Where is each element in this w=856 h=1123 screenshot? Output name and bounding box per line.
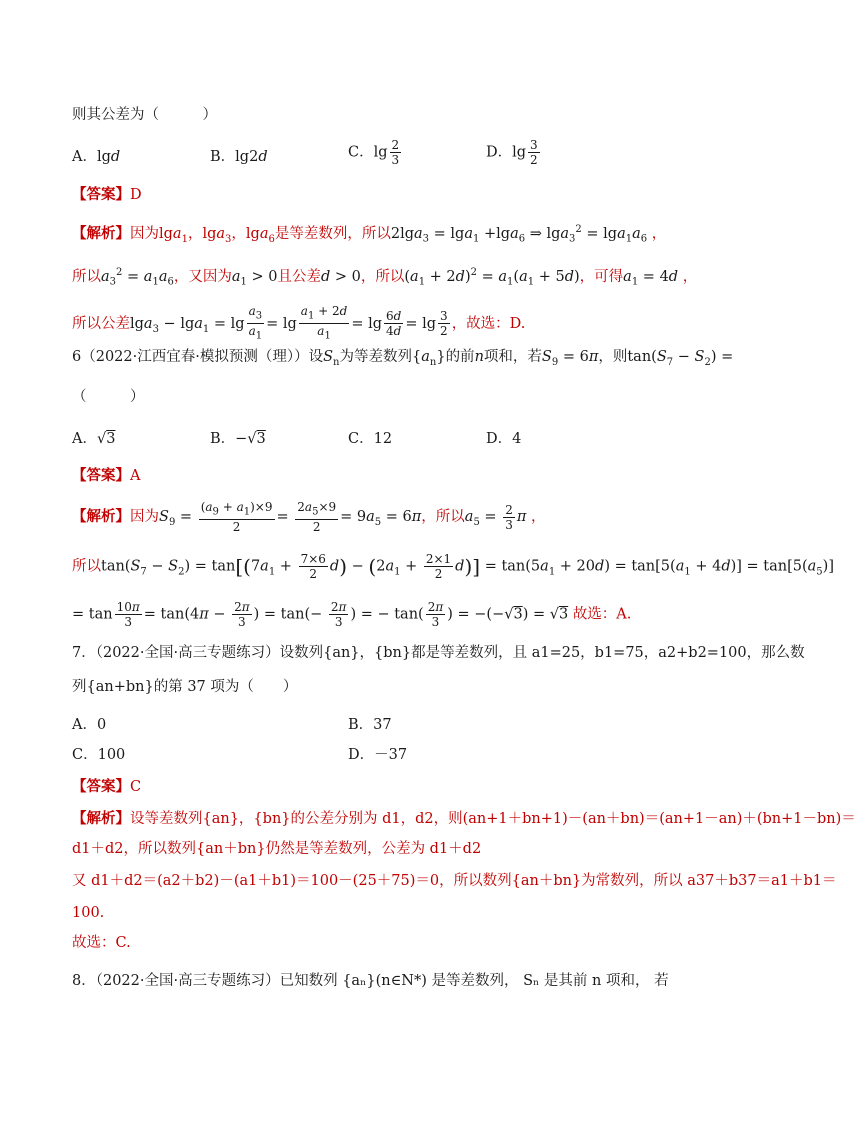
- q6-option-a: A．√3: [72, 431, 116, 447]
- q7-option-a: A．0: [72, 717, 107, 733]
- q8-stem: 8．（2022·全国·高三专题练习）已知数列 {aₙ}(n∈N*) 是等差数列， Sₙ 是其前 n 项和， 若: [72, 973, 669, 989]
- q6-option-d: D．4: [486, 431, 522, 447]
- q5-analysis-line-2: 所以$a_3^2 = a_1a_6$，又因为$a_1 > 0$且公差d > 0，所以$(a_1 + 2d)^2 = a_1(a_1 + 5d)$，可得$a_1 = 4d$ ，: [72, 267, 698, 288]
- q7-analysis-line-5: 故选：C.: [72, 935, 131, 951]
- q5-option-d: D．lg $\frac{3}{2}$: [486, 138, 538, 167]
- q7-stem-line-1: 7．（2022·全国·高三专题练习）设数列{an}，{bn}都是等差数列，且 a1=25，b1=75，a2+b2=100，那么数: [72, 645, 805, 661]
- q7-analysis-line-1: 【解析】设等差数列{an}，{bn}的公差分别为 d1，d2，则(an+1＋bn+1)－(an＋bn)＝(an+1－an)＋(bn+1－bn)＝: [72, 810, 856, 827]
- q7-analysis-line-4: 100.: [72, 905, 105, 921]
- q6-option-b: B．−√3: [210, 431, 266, 447]
- q7-option-c: C．100: [72, 747, 126, 763]
- q6-stem: 6（2022·江西宜春·模拟预测（理））设$S_n$为等差数列$\{a_n\}$的前n项和，若$S_9 = 6\pi$，则$\tan(S_7 - S_2)$ =: [72, 349, 734, 368]
- q6-analysis-line-1: 【解析】因为$S_9$ = $\frac{(a_9 + a_1)\times 9}{2}$ = $\frac{2a_5\times 9}{2}$ = $9a_5 = 6\pi$，所以$a_5$ = $\frac{2}{3}$ π ，: [72, 500, 546, 535]
- q5-option-c: C．lg $\frac{2}{3}$: [348, 138, 400, 167]
- q7-option-b: B．37: [348, 717, 392, 733]
- q5-answer: 【答案】D: [72, 186, 142, 203]
- q6-analysis-line-3: = tan $\frac{10\pi}{3}$ = tan(4π − $\frac{2\pi}{3}$ ) = tan(− $\frac{2\pi}{3}$ ) = − tan( $\frac{2\pi}{3}$ ) = −(−√3) = √3 故选：A.: [72, 600, 632, 629]
- q7-stem-line-2: 列{an+bn}的第 37 项为（ ）: [72, 679, 298, 695]
- q5-analysis-line-3: 所以公差lga$_3$ − lga$_1$ = lg $\frac{a_3}{a_1}$ = lg $\frac{a_1 + 2d}{a_1}$ = lg $\frac{6d}{4d}$ = lg $\frac{3}{2}$ ，故选：D.: [72, 304, 526, 342]
- q5-option-a: A．lgd: [72, 149, 121, 165]
- q5-option-b: B．lg2d: [210, 149, 268, 165]
- q5-stem-tail: 则其公差为（ ）: [72, 107, 217, 123]
- q7-analysis-line-3: 又 d1＋d2＝(a2＋b2)－(a1＋b1)＝100－(25＋75)＝0，所以数列{an＋bn}为常数列，所以 a37＋b37＝a1＋b1＝: [72, 873, 837, 889]
- q7-analysis-line-2: d1＋d2，所以数列{an＋bn}仍然是等差数列，公差为 d1＋d2: [72, 841, 482, 857]
- q6-answer: 【答案】A: [72, 467, 141, 484]
- q6-analysis-line-2: 所以$\tan(S_7 - S_2) = \tan[(7a_1$ + $\frac{7\times 6}{2}$ $d) - (2a_1$ + $\frac{2\times 1}{2}$ $d)] = \tan(5a_1 + 20d) = \tan[5(a_1 + 4d)] = \tan[5(a_5)]$: [72, 552, 834, 581]
- q6-option-c: C．12: [348, 431, 393, 447]
- q5-analysis-line-1: 【解析】因为lga$_1$，lga$_3$，lga$_6$是等差数列，所以2lga$_3$ = lga$_1$ +lga$_6$ ⇒ $\lg a_3^2 = \lg a_1a_6$ ，: [72, 224, 667, 245]
- q6-paren: （ ）: [72, 389, 145, 405]
- q7-option-d: D．－37: [348, 747, 408, 763]
- q7-answer: 【答案】C: [72, 778, 142, 795]
